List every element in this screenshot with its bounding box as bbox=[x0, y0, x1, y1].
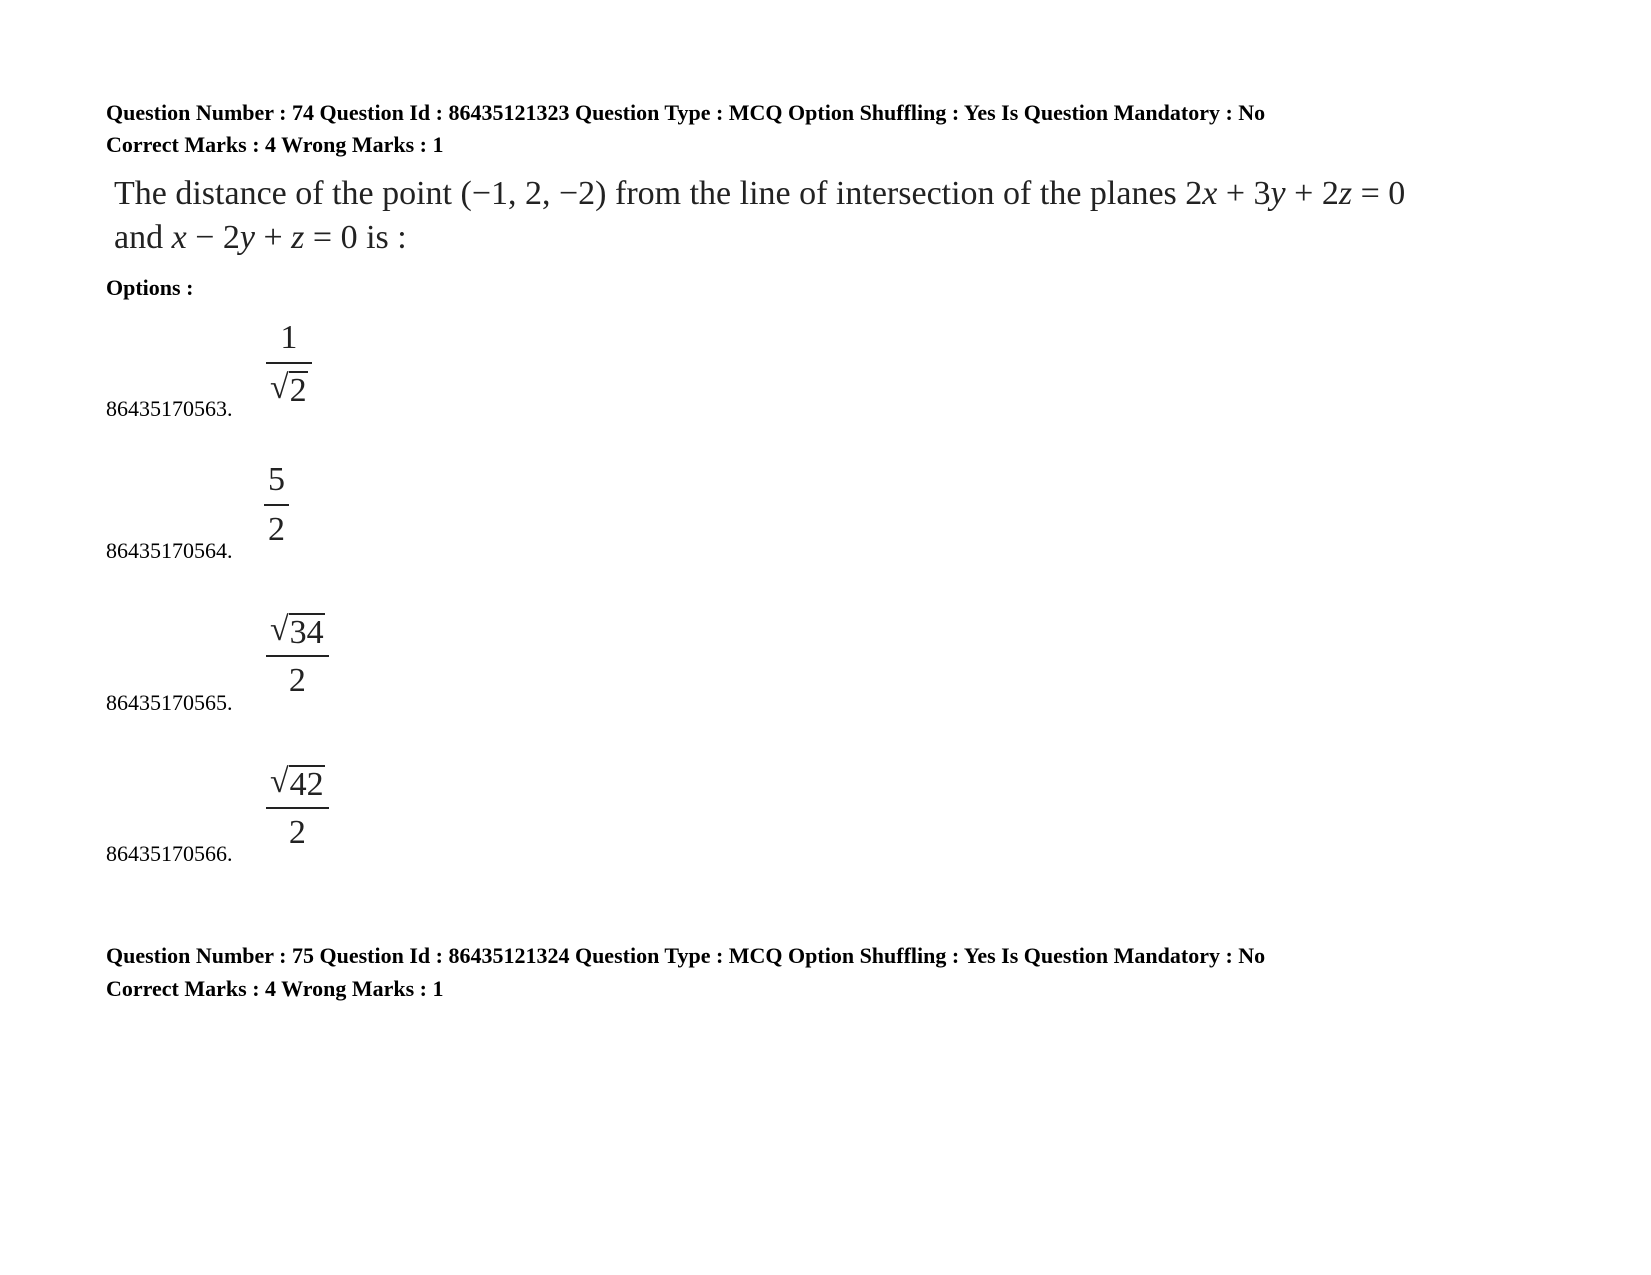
variable-z: z bbox=[1338, 175, 1353, 212]
variable-y: y bbox=[1270, 175, 1286, 212]
radicand: 2 bbox=[289, 372, 307, 409]
variable-x: x bbox=[1202, 175, 1218, 212]
text-segment: + 2 bbox=[1285, 175, 1339, 212]
text-segment: The distance of the point (−1, 2, −2) from the line of intersection of the planes 2 bbox=[114, 175, 1203, 212]
text-segment: + 3 bbox=[1217, 175, 1271, 212]
variable-z: z bbox=[291, 219, 305, 256]
radical-sign: √ bbox=[270, 763, 289, 800]
radicand: 42 bbox=[289, 766, 324, 803]
fraction-bar bbox=[266, 362, 312, 364]
option-id-3: 86435170565. bbox=[106, 690, 233, 715]
radicand: 34 bbox=[289, 614, 324, 651]
variable-y: y bbox=[239, 219, 255, 256]
option-id-4: 86435170566. bbox=[106, 841, 233, 866]
question-74-meta-line-2: Correct Marks : 4 Wrong Marks : 1 bbox=[106, 132, 444, 157]
fraction-bar bbox=[266, 807, 329, 809]
text-segment: and bbox=[114, 219, 172, 256]
option-id-1: 86435170563. bbox=[106, 396, 233, 421]
question-75-meta-line-2: Correct Marks : 4 Wrong Marks : 1 bbox=[106, 976, 444, 1001]
fraction-denominator: 2 bbox=[268, 511, 285, 548]
text-segment: − 2 bbox=[186, 219, 240, 256]
fraction-denominator: 2 bbox=[288, 662, 306, 699]
option-4-fraction bbox=[266, 762, 329, 853]
fraction-bar bbox=[264, 504, 289, 506]
option-id-2: 86435170564. bbox=[106, 538, 233, 563]
fraction-denominator-sqrt bbox=[266, 368, 312, 409]
question-text-line-1 bbox=[114, 172, 1405, 216]
question-75-meta-line-1: Question Number : 75 Question Id : 86435121324 Question Type : MCQ Option Shuffling : Yes Is Question Mandatory : No bbox=[106, 943, 1266, 968]
fraction-numerator: 1 bbox=[280, 319, 298, 356]
question-text-line-2 bbox=[114, 216, 1405, 260]
fraction-denominator: 2 bbox=[288, 814, 306, 851]
radical-sign: √ bbox=[270, 611, 289, 648]
fraction-numerator-sqrt bbox=[266, 762, 329, 803]
option-3-fraction bbox=[266, 610, 329, 701]
question-74-text bbox=[114, 172, 1405, 260]
fraction-numerator-sqrt bbox=[266, 610, 329, 651]
radical-sign: √ bbox=[270, 369, 289, 406]
question-74-meta-line-1: Question Number : 74 Question Id : 86435121323 Question Type : MCQ Option Shuffling : Yes Is Question Mandatory : No bbox=[106, 100, 1266, 125]
options-label: Options : bbox=[106, 275, 194, 300]
option-1-fraction bbox=[266, 318, 312, 409]
text-segment: = 0 is : bbox=[304, 219, 407, 256]
variable-x: x bbox=[171, 219, 187, 256]
text-segment: = 0 bbox=[1352, 175, 1406, 212]
fraction-numerator: 5 bbox=[268, 461, 285, 498]
fraction-bar bbox=[266, 655, 329, 657]
option-2-fraction bbox=[264, 460, 289, 550]
text-segment: + bbox=[254, 219, 292, 256]
